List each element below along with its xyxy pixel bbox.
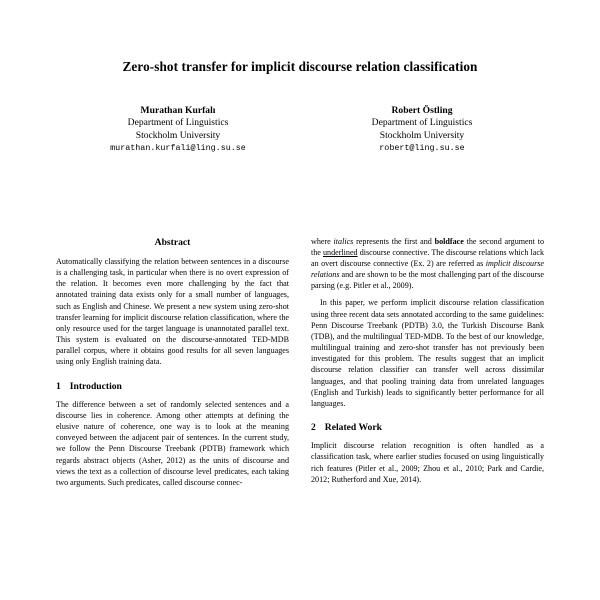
text-fragment: represents the first and: [353, 236, 435, 246]
section-number: 1: [56, 380, 61, 392]
author-block: [56, 105, 544, 154]
author-name: Murathan Kurfalı: [140, 105, 216, 117]
author-1: [56, 105, 300, 154]
section-title: Introduction: [69, 380, 122, 392]
section-heading-introduction: [56, 380, 289, 393]
left-column: [56, 182, 289, 494]
underline-fragment: underlined: [322, 247, 358, 257]
author-email[interactable]: murathan.kurfali@ling.su.se: [110, 142, 246, 153]
body-columns: [56, 182, 544, 494]
author-email[interactable]: robert@ling.su.se: [379, 142, 465, 153]
author-university: Stockholm University: [379, 129, 465, 141]
section-heading-related-work: [311, 421, 544, 434]
text-fragment: discourse connective. The discourse relations which lack an overt discourse connective (Ex. 2) are referred as: [311, 247, 544, 269]
italic-fragment: italics: [333, 236, 354, 246]
related-work-paragraph: Implicit discourse relation recognition is often handled as a classification task, where earlier studies focused on using linguistically rich features (Pitler et al., 2009; Zhou et al., 2010; Park and Cardie, 2012; Rutherford and Xue, 2014).: [311, 441, 544, 484]
text-fragment: and are shown to be the most challenging part of the discourse parsing (e.g. Pitler et al., 2009).: [311, 270, 544, 291]
abstract-heading: Abstract: [154, 236, 191, 248]
column-top-spacer: [311, 182, 544, 236]
bold-fragment: boldface: [434, 236, 464, 246]
section-number: 2: [311, 422, 316, 434]
author-department: Department of Linguistics: [127, 117, 229, 129]
italic-fragment: implicit discourse relations: [311, 259, 544, 280]
section-title: Related Work: [324, 422, 382, 434]
author-department: Department of Linguistics: [371, 117, 473, 129]
right-column: [311, 182, 544, 494]
right-paragraph-2: In this paper, we perform implicit discourse relation classification using three recent data sets annotated according to the same guidelines: Penn Discourse Treebank (PDTB) 3.0, the Turkish Discourse Bank (TDB), and the multilingual TED-MDB. To the best of our knowledge, multilingual training and zero-shot transfer has not previously been investigated for this problem. The results suggest that an implicit discourse relation classifier can transfer well across dissimilar languages, and that pooling training data from unrelated languages (English and Turkish) leads to significantly better performance for all languages.: [311, 298, 544, 408]
page-title: Zero-shot transfer for implicit discourse relation classification: [122, 59, 478, 74]
author-university: Stockholm University: [135, 129, 221, 141]
right-paragraph-1: [311, 236, 544, 292]
author-name: Robert Östling: [391, 105, 453, 117]
column-top-spacer: [56, 182, 289, 236]
introduction-paragraph: The difference between a set of randomly selected sentences and a discourse lies in coherence. Among other attempts at defining the elusive nature of coherence, one way is to look at the meaning conveyed between the adjacent pair of sentences. In the current study, we follow the Penn Discourse Treebank (PDTB) framework which regards abstract objects (Asher, 2012) as the units of discourse and views the text as a collection of discourse level predicates, each taking two arguments. Such predicates, called discourse connec-: [56, 399, 289, 487]
text-fragment: the second argument to the: [311, 236, 544, 257]
abstract-text: Automatically classifying the relation between sentences in a discourse is a challenging task, in particular when there is no overt expression of the relation. It becomes even more challenging by the fact that annotated training data exists only for a small number of languages, such as English and Chinese. We present a new system using zero-shot transfer learning for implicit discourse relation classification, where the only resource used for the target language is unannotated parallel text. This system is evaluated on the discourse-annotated TED-MDB parallel corpus, where it obtains good results for all seven languages using only English training data.: [56, 256, 289, 367]
author-2: [300, 105, 544, 154]
text-fragment: where: [311, 236, 334, 246]
